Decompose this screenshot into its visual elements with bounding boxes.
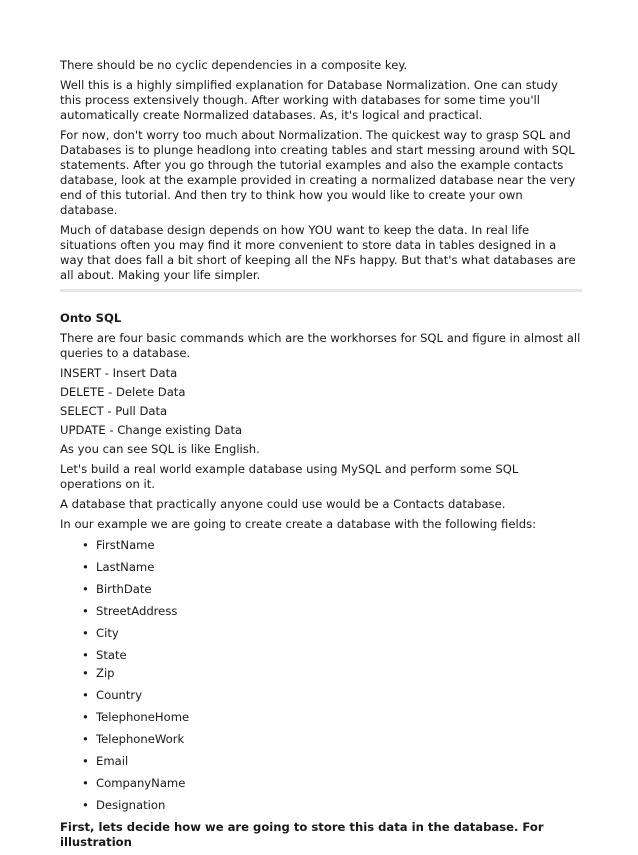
field-name: Country: [96, 688, 143, 702]
document-page: [60, 58, 582, 855]
field-name: TelephoneHome: [96, 710, 190, 724]
field-name: Email: [96, 754, 129, 768]
bullet-icon: •: [82, 776, 89, 790]
list-item: [60, 754, 582, 769]
paragraph-contacts-database: A database that practically anyone could use would be a Contacts database.: [60, 497, 506, 511]
paragraph-real-world-example: Let's build a real world example database using MySQL and perform some SQL operations on it.: [60, 462, 519, 491]
paragraph-normalization-explanation: Well this is a highly simplified explanation for Database Normalization. One can study this process extensively though. After working with databases for some time you'll automatically create Normalized databases. As, it's logical and practical.: [60, 78, 558, 122]
list-item: [60, 666, 582, 681]
field-name: StreetAddress: [96, 604, 178, 618]
paragraph-fields-intro: In our example we are going to create create a database with the following fields:: [60, 517, 537, 531]
paragraph-cyclic-dependencies: There should be no cyclic dependencies in a composite key.: [60, 58, 408, 72]
command-insert: INSERT - Insert Data: [60, 366, 178, 380]
field-name: CompanyName: [96, 776, 186, 790]
paragraph-database-design: Much of database design depends on how YOU want to keep the data. In real life situations often you may find it more convenient to store data in tables designed in a way that does fall a bit short of keeping all the NFs happy. But that's what databases are all about. Making your life simpler.: [60, 223, 576, 282]
list-item: [60, 798, 582, 813]
list-item: [60, 732, 582, 747]
list-item: [60, 582, 582, 597]
list-item: [60, 626, 582, 641]
field-name: City: [96, 626, 119, 640]
paragraph-sql-like-english: As you can see SQL is like English.: [60, 442, 260, 456]
field-name: Zip: [96, 666, 115, 680]
section-intro: There are four basic commands which are the workhorses for SQL and figure in almost all queries to a database.: [60, 331, 581, 360]
fields-list: [60, 538, 582, 813]
command-delete: DELETE - Delete Data: [60, 385, 186, 399]
field-name: TelephoneWork: [96, 732, 185, 746]
list-item: [60, 538, 582, 553]
horizontal-divider: [60, 289, 582, 292]
bullet-icon: •: [82, 538, 89, 552]
closing-bold-paragraph: First, lets decide how we are going to store this data in the database. For illustration: [60, 820, 544, 849]
command-update: UPDATE - Change existing Data: [60, 423, 243, 437]
bullet-icon: •: [82, 604, 89, 618]
list-item: [60, 710, 582, 725]
field-name: LastName: [96, 560, 155, 574]
bullet-icon: •: [82, 732, 89, 746]
field-name: BirthDate: [96, 582, 152, 596]
section-heading: Onto SQL: [60, 311, 122, 325]
bullet-icon: •: [82, 560, 89, 574]
list-item: [60, 560, 582, 575]
bullet-icon: •: [82, 666, 89, 680]
bullet-icon: •: [82, 626, 89, 640]
bullet-icon: •: [82, 754, 89, 768]
command-select: SELECT - Pull Data: [60, 404, 168, 418]
list-item: [60, 604, 582, 619]
bullet-icon: •: [82, 648, 89, 662]
list-item: [60, 648, 582, 663]
field-name: FirstName: [96, 538, 155, 552]
list-item: [60, 776, 582, 791]
bullet-icon: •: [82, 582, 89, 596]
bullet-icon: •: [82, 798, 89, 812]
field-name: Designation: [96, 798, 166, 812]
field-name: State: [96, 648, 127, 662]
paragraph-quickest-way: For now, don't worry too much about Normalization. The quickest way to grasp SQL and Databases is to plunge headlong into creating tables and start messing around with SQL statements. After you go through the tutorial examples and also the example contacts database, look at the example provided in creating a normalized database near the very end of this tutorial. And then try to think how you would like to create your own database.: [60, 128, 576, 217]
bullet-icon: •: [82, 710, 89, 724]
bullet-icon: •: [82, 688, 89, 702]
list-item: [60, 688, 582, 703]
